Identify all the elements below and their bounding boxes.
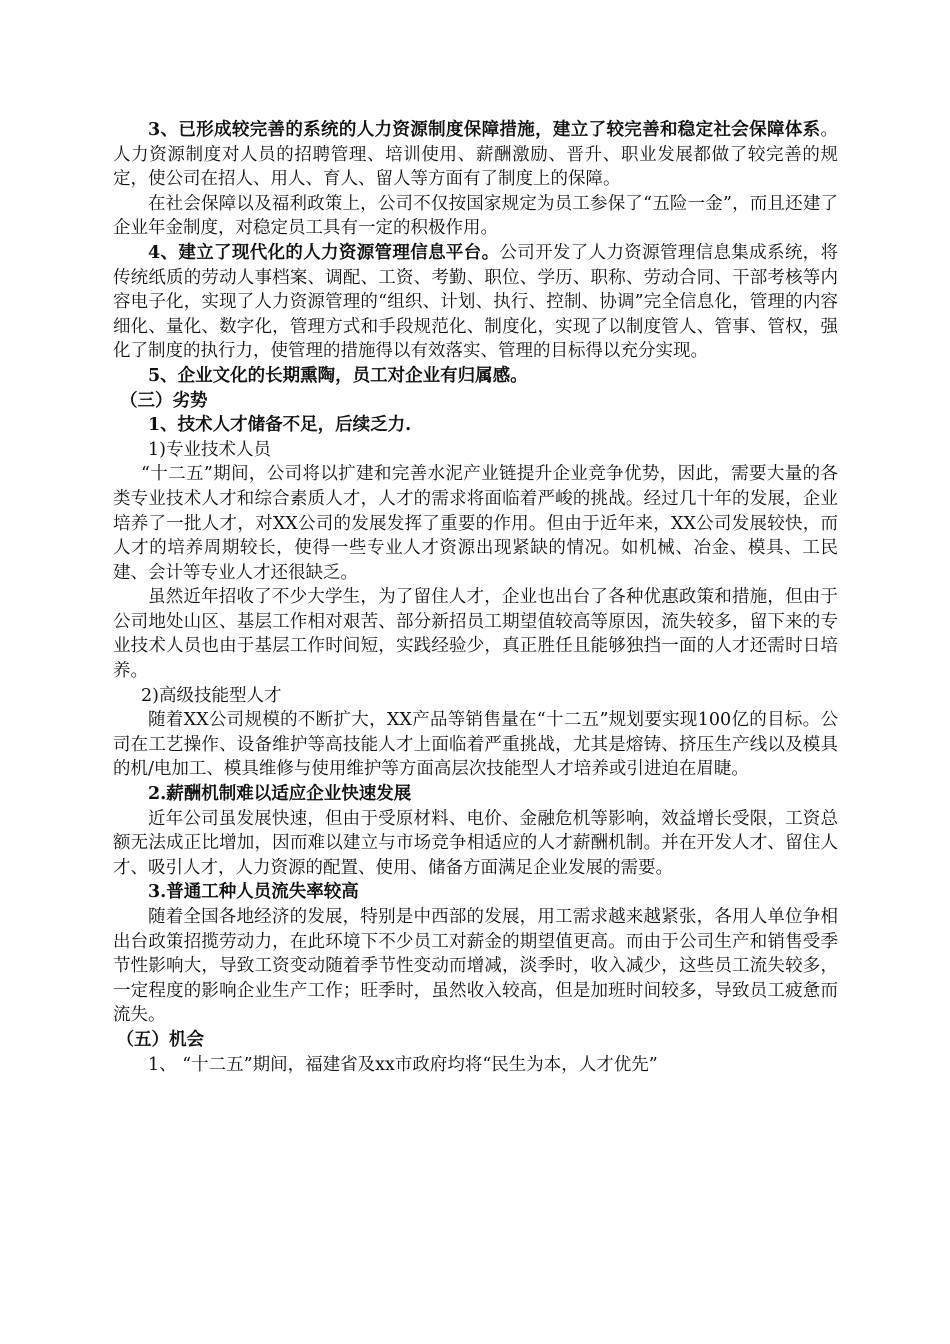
paragraph-twelfth-five-year: “十二五”期间，公司将以扩建和完善水泥产业链提升企业竞争优势，因此，需要大量的各类专业技术人才和综合素质人才，人才的需求将面临着严峻的挑战。经过几十年的发展，企业培养了一批人才，对XX公司的发展发挥了重要的作用。但由于近年来，XX公司发展较快，而人才的培养周期较长，使得一些专业人才资源出现紧缺的情况。如机械、冶金、模具、工民建、会计等专业人才还很缺乏。: [113, 464, 838, 583]
paragraph-heading: 4、建立了现代化的人力资源管理信息平台。: [148, 242, 500, 263]
paragraph-body: 公司开发了人力资源管理信息集成系统，将传统纸质的劳动人事档案、调配、工资、考勤、职位、学历、职称、劳动合同、干部考核等内容电子化，实现了人力资源管理的“组织、计划、执行、控制、协调”完全信息化，管理的内容细化、量化、数字化，管理方式和手段规范化、制度化，实现了以制度管人、管事、管权，强化了制度的执行力，使管理的措施得以有效落实、管理的目标得以充分实现。: [113, 242, 838, 362]
subheading-professional-staff: 1)专业技术人员: [148, 439, 271, 460]
paragraph-social-security: 在社会保障以及福利政策上，公司不仅按国家规定为员工参保了“五险一金”，而且还建了企业年金制度，对稳定员工具有一定的积极作用。: [113, 193, 838, 239]
section-heading-opportunity: （五）机会: [116, 1029, 204, 1050]
paragraph-graduates: 虽然近年招收了不少大学生，为了留住人才，企业也出台了各种优惠政策和措施，但由于公司地处山区、基层工作相对艰苦、部分新招员工期望值较高等原因，流失较多，留下来的专业技术人员也由于基层工作时间短，实践经验少，真正胜任且能够独挡一面的人才还需时日培养。: [113, 587, 838, 682]
subheading-turnover: 3.普通工种人员流失率较高: [148, 882, 359, 903]
paragraph-hr-system: [113, 118, 838, 192]
paragraph-turnover: 随着全国各地经济的发展，特别是中西部的发展，用工需求越来越紧张，各用人单位争相出台政策招揽劳动力，在此环境下不少员工对薪金的期望值更高。而由于公司生产和销售受季节性影响大，导致工资变动随着季节性变动而增减，淡季时，收入减少，这些员工流失较多，一定程度的影响企业生产工作；旺季时，虽然收入较高，但是加班时间较多，导致员工疲惫而流失。: [113, 907, 838, 1026]
paragraph-scale-expansion: 随着XX公司规模的不断扩大，XX产品等销售量在“十二五”规划要实现100亿的目标。公司在工艺操作、设备维护等高技能人才上面临着严重挑战，尤其是熔铸、挤压生产线以及模具的机/电加工、模具维修与使用维护等方面高层次技能型人才培养或引进迫在眉睫。: [113, 710, 838, 780]
section-heading-weakness: （三）劣势: [120, 390, 208, 411]
subheading-skilled-talent: 2)高级技能型人才: [141, 685, 282, 706]
paragraph-body: 。人力资源制度对人员的招聘管理、培训使用、薪酬激励、晋升、职业发展都做了较完善的规定，使公司在招人、用人、育人、留人等方面有了制度上的保障。: [113, 120, 838, 190]
paragraph-opportunity-1: 1、 “十二五”期间，福建省及xx市政府均将“民生为本，人才优先”: [148, 1054, 658, 1075]
paragraph-hr-platform: [113, 241, 838, 364]
paragraph-compensation: 近年公司虽发展快速，但由于受原材料、电价、金融危机等影响，效益增长受限，工资总额无法成正比增加，因而难以建立与市场竞争相适应的人才薪酬机制。并在开发人才、留住人才、吸引人才，人力资源的配置、使用、储备方面满足企业发展的需要。: [113, 808, 838, 878]
subheading-compensation: 2.薪酬机制难以适应企业快速发展: [148, 784, 412, 805]
paragraph-corporate-culture: 5、企业文化的长期熏陶，员工对企业有归属感。: [148, 365, 528, 386]
subheading-tech-talent: 1、技术人才储备不足，后续乏力.: [148, 415, 412, 436]
document-page: [113, 118, 838, 1077]
paragraph-heading: 3、已形成较完善的系统的人力资源制度保障措施，建立了较完善和稳定社会保障体系: [148, 120, 821, 140]
